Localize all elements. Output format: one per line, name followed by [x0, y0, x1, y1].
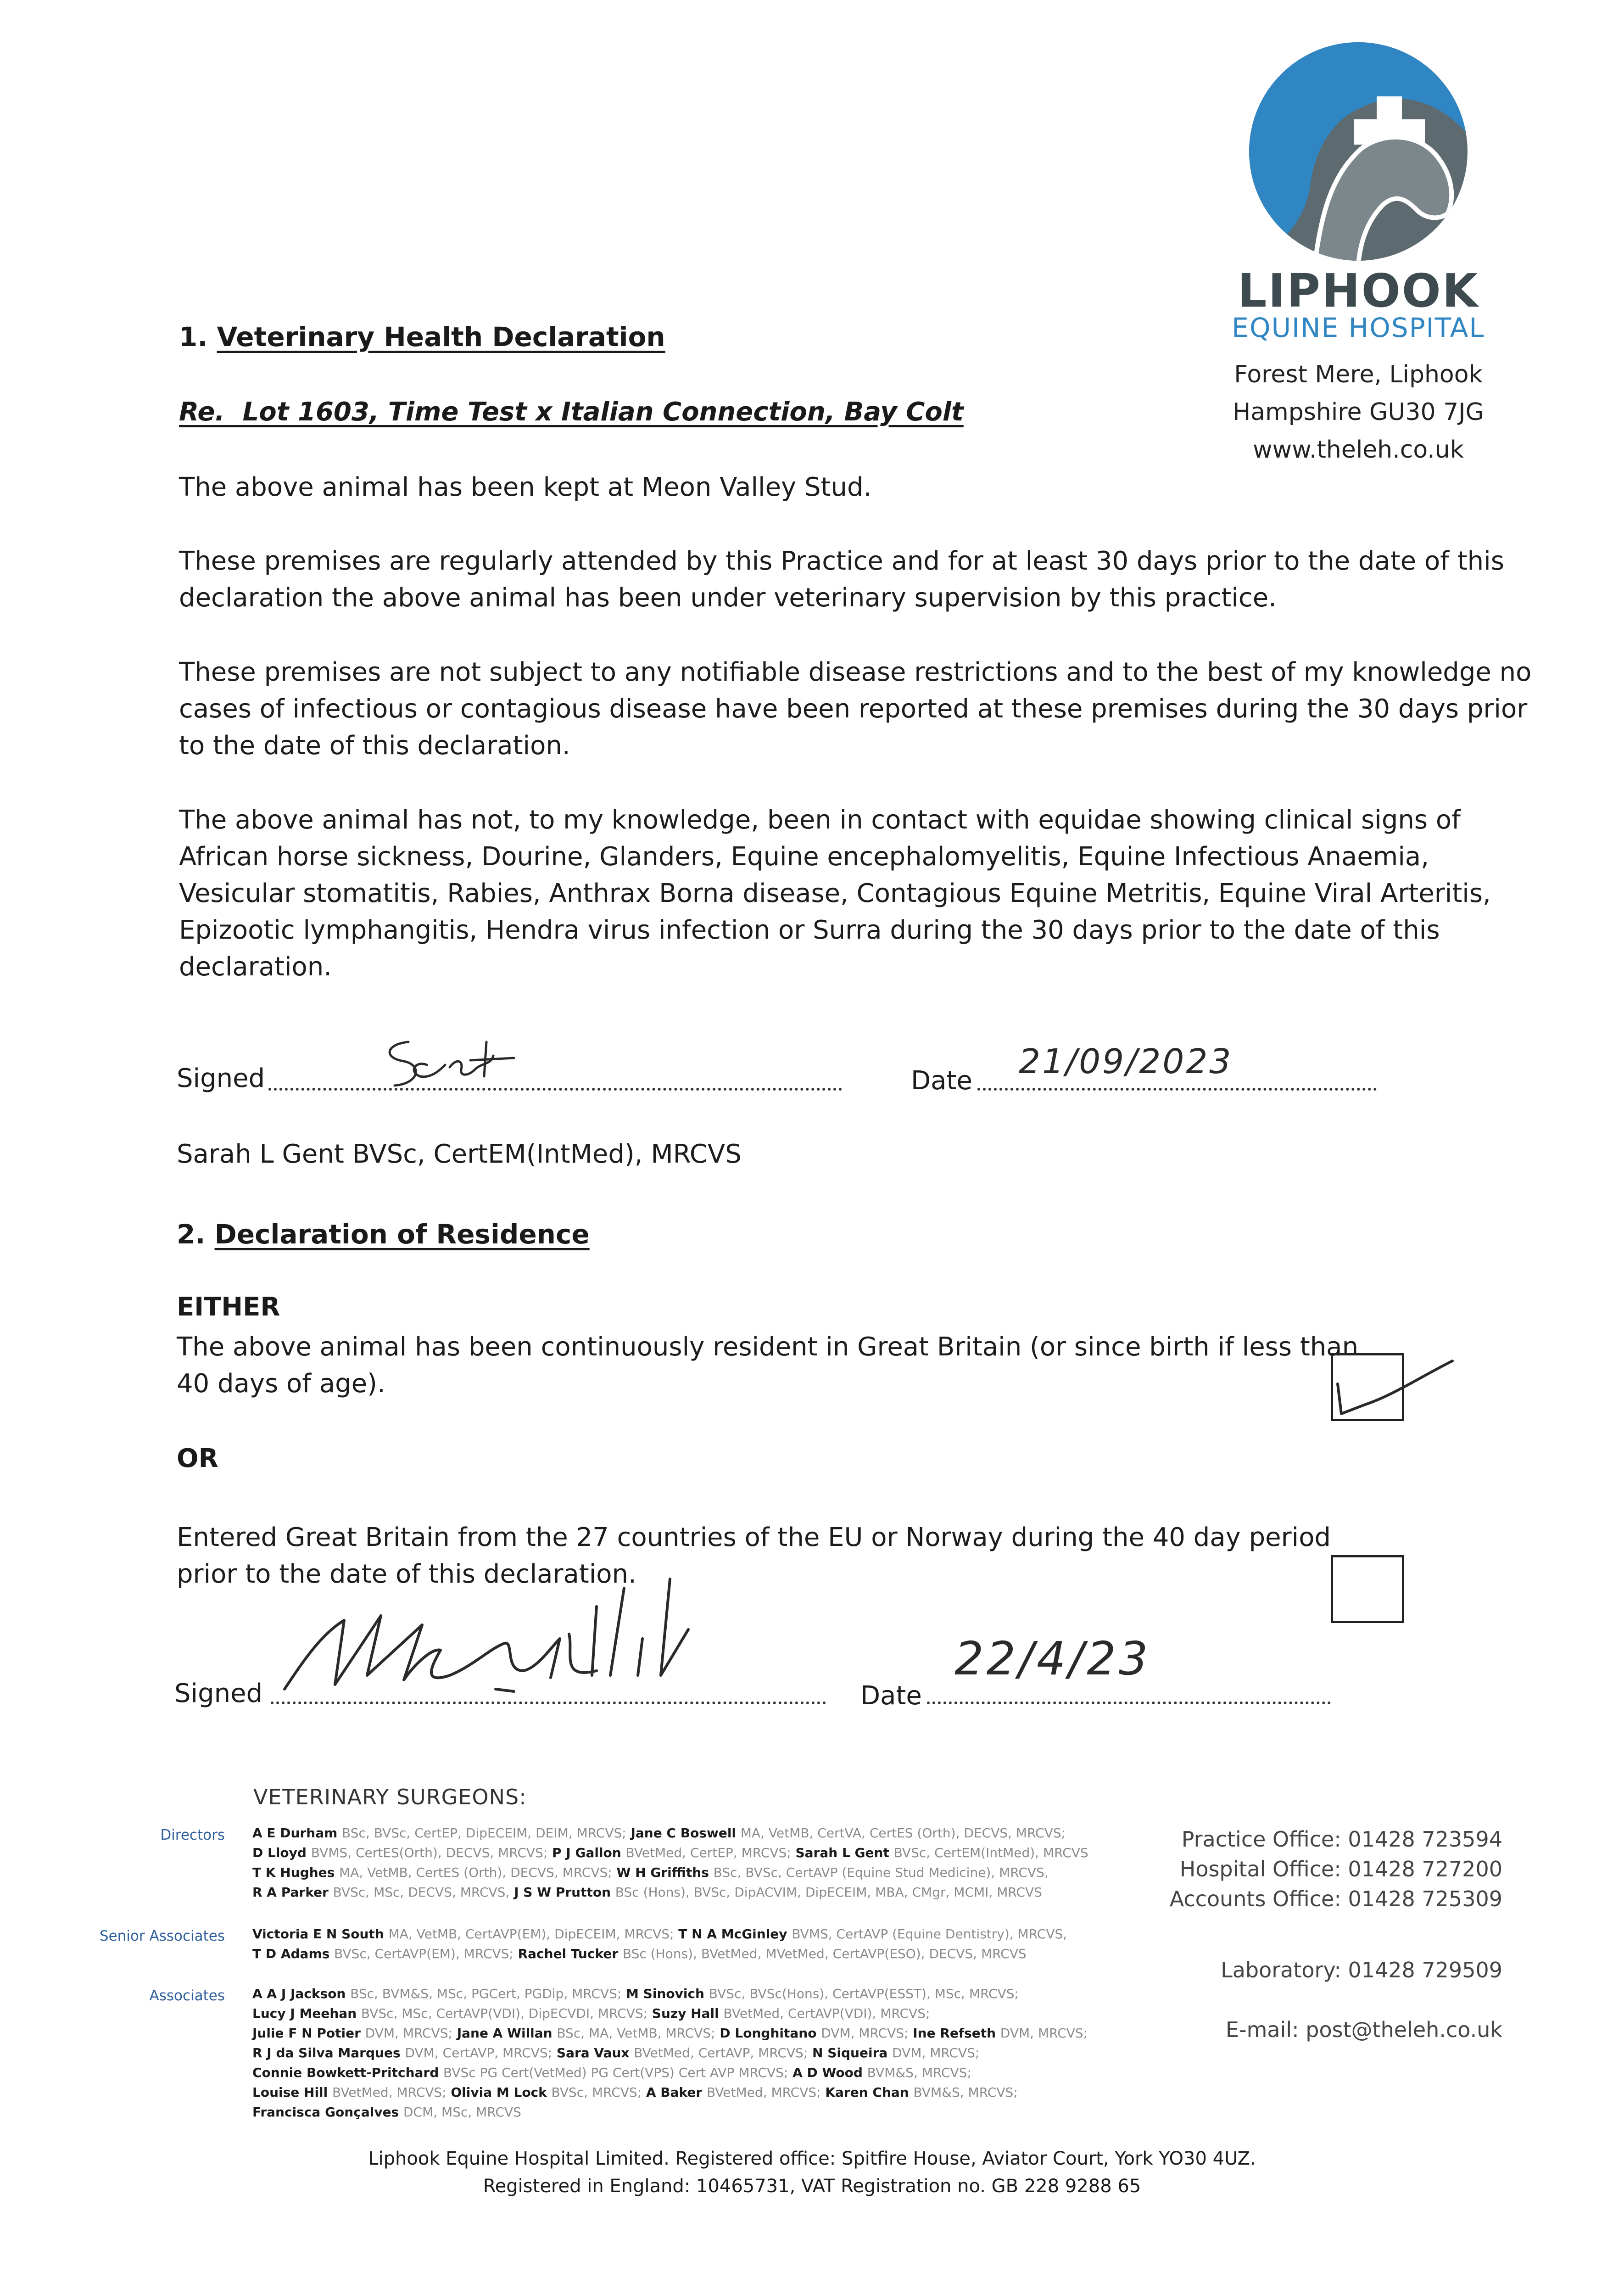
staff-qualifications: BVSc, MSc, DECVS, MRCVS,	[333, 1885, 510, 1900]
text-line: Vesicular stomatitis, Rabies, Anthrax Borna disease, Contagious Equine Metritis, Equine Viral Arteritis,	[179, 879, 1491, 908]
staff-qualifications: DVM, MRCVS;	[365, 2026, 452, 2041]
staff-qualifications: DVM, CertAVP, MRCVS;	[405, 2045, 552, 2060]
staff-name: Connie Bowkett-Pritchard	[252, 2065, 444, 2080]
staff-qualifications: BVetMed, CertAVP, MRCVS;	[634, 2045, 808, 2060]
staff-name: D Lloyd	[252, 1845, 311, 1860]
accounts-office-phone: Accounts Office: 01428 725309	[1169, 1886, 1502, 1911]
text-line: Epizootic lymphangitis, Hendra virus infection or Surra during the 30 days prior to the date of this	[179, 915, 1440, 945]
staff-qualifications: BVetMed, MRCVS;	[332, 2085, 446, 2100]
staff-line	[252, 2063, 1179, 2082]
text-line: The above animal has been continuously resident in Great Britain (or since birth if less than	[177, 1332, 1359, 1362]
staff-qualifications: DVM, MRCVS;	[821, 2026, 909, 2041]
staff-name: Rachel Tucker	[513, 1946, 623, 1961]
staff-qualifications: BVSc, MSc, CertAVP(VDI), DipECVDI, MRCVS;	[361, 2006, 648, 2021]
company-registration: Registered in England: 10465731, VAT Registration no. GB 228 9288 65	[483, 2176, 1141, 2197]
staff-qualifications: MA, VetMB, CertAVP(EM), DipECEIM, MRCVS;	[388, 1926, 674, 1942]
attendance-paragraph	[179, 543, 1504, 616]
staff-name: Francisca Gonçalves	[252, 2105, 403, 2120]
staff-name: Jane C Boswell	[626, 1825, 741, 1841]
staff-qualifications: BVetMed, CertEP, MRCVS;	[625, 1845, 791, 1860]
signatory-name: Sarah L Gent BVSc, CertEM(IntMed), MRCVS	[177, 1139, 742, 1169]
premises-paragraph	[179, 654, 1531, 764]
staff-qualifications: BSc (Hons), BVetMed, MVetMed, CertAVP(ESO), DECVS, MRCVS	[622, 1946, 1027, 1961]
staff-line	[252, 1984, 1179, 2004]
date-value: 21/09/2023	[1019, 1042, 1233, 1081]
senior-associates-label: Senior Associates	[99, 1928, 225, 1944]
staff-name: A A J Jackson	[252, 1986, 351, 2001]
text-line: 40 days of age).	[177, 1369, 385, 1399]
staff-name: Jane A Willan	[452, 2026, 557, 2041]
staff-name: A Baker	[642, 2085, 707, 2100]
brand-subtitle: EQUINE HOSPITAL	[1232, 312, 1485, 343]
date-label: Date	[860, 1681, 922, 1711]
section-number: 1.	[179, 321, 208, 353]
directors-list	[252, 1823, 1179, 1902]
vet-signature	[376, 1033, 541, 1097]
option-2-checkbox[interactable]	[1331, 1555, 1404, 1623]
staff-name: D Longhitano	[715, 2026, 821, 2041]
checkmark-icon	[1328, 1352, 1457, 1430]
date-line	[977, 1088, 1377, 1091]
staff-qualifications: BVSc, BVSc(Hons), CertAVP(ESST), MSc, MRCVS;	[709, 1986, 1019, 2001]
section-1-heading	[179, 321, 665, 353]
associates-list	[252, 1984, 1179, 2122]
directors-label: Directors	[160, 1827, 225, 1843]
staff-name: T K Hughes	[252, 1865, 340, 1880]
staff-qualifications: BVSc, MRCVS;	[551, 2085, 642, 2100]
signed-label: Signed	[177, 1064, 265, 1093]
staff-line	[252, 1924, 1179, 1944]
staff-qualifications: BVM&S, MRCVS;	[867, 2065, 971, 2080]
text-line: declaration.	[179, 952, 332, 982]
staff-line	[252, 1823, 1179, 1843]
staff-name: M Sinovich	[621, 1986, 709, 2001]
text-line: These premises are regularly attended by this Practice and for at least 30 days prior to the date of this	[179, 546, 1504, 576]
kept-at-paragraph: The above animal has been kept at Meon Valley Stud.	[179, 472, 872, 502]
date-label: Date	[911, 1066, 972, 1096]
text-line: prior to the date of this declaration.	[177, 1559, 636, 1589]
staff-qualifications: BVetMed, CertAVP(VDI), MRCVS;	[723, 2006, 930, 2021]
staff-qualifications: BSc, BVSc, CertAVP (Equine Stud Medicine), MRCVS,	[713, 1865, 1049, 1880]
staff-qualifications: BVMS, CertES(Orth), DECVS, MRCVS;	[311, 1845, 548, 1860]
text-line: Entered Great Britain from the 27 countries of the EU or Norway during the 40 day period	[177, 1523, 1331, 1552]
text-line: declaration the above animal has been under veterinary supervision by this practice.	[179, 583, 1277, 613]
text-line: The above animal has not, to my knowledge, been in contact with equidae showing clinical signs of	[179, 805, 1461, 835]
staff-qualifications: BVM&S, MRCVS;	[913, 2085, 1018, 2100]
owner-signature	[275, 1570, 743, 1707]
associates-label: Associates	[149, 1987, 225, 2004]
staff-qualifications: MA, VetMB, CertVA, CertES (Orth), DECVS, MRCVS;	[740, 1825, 1066, 1841]
staff-line	[252, 2102, 1179, 2122]
staff-qualifications: BSc, MA, VetMB, MRCVS;	[557, 2026, 715, 2041]
address-line: Hampshire GU30 7JG	[1233, 398, 1484, 426]
hospital-office-phone: Hospital Office: 01428 727200	[1179, 1857, 1502, 1881]
staff-name: A E Durham	[252, 1825, 342, 1841]
date-value: 22/4/23	[954, 1632, 1151, 1685]
staff-qualifications: BVSc PG Cert(VetMed) PG Cert(VPS) Cert AVP MRCVS;	[443, 2065, 788, 2080]
staff-qualifications: DVM, MRCVS;	[1000, 2026, 1088, 2041]
horse-cross-logo-icon	[1246, 39, 1471, 264]
email-contact: E-mail: post@theleh.co.uk	[1225, 2017, 1502, 2042]
or-label: OR	[177, 1444, 218, 1473]
staff-line	[252, 1944, 1179, 1964]
staff-name: A D Wood	[788, 2065, 867, 2080]
staff-qualifications: BVetMed, MRCVS;	[706, 2085, 821, 2100]
lot-reference: Re. Lot 1603, Time Test x Italian Connection, Bay Colt	[179, 397, 964, 427]
staff-name: Julie F N Potier	[252, 2026, 365, 2041]
staff-name: R A Parker	[252, 1885, 333, 1900]
liphook-logo	[1246, 39, 1471, 264]
staff-name: Lucy J Meehan	[252, 2006, 361, 2021]
veterinary-surgeons-title: VETERINARY SURGEONS:	[253, 1785, 527, 1809]
staff-line	[252, 2043, 1179, 2063]
staff-name: Karen Chan	[820, 2085, 914, 2100]
staff-line	[252, 1863, 1179, 1882]
staff-name: T D Adams	[252, 1946, 335, 1961]
staff-name: T N A McGinley	[674, 1926, 792, 1942]
staff-name: P J Gallon	[547, 1845, 626, 1860]
address-line: Forest Mere, Liphook	[1234, 361, 1483, 388]
residence-option-1	[177, 1329, 1358, 1402]
staff-qualifications: DCM, MSc, MRCVS	[403, 2105, 521, 2120]
text-line: African horse sickness, Dourine, Glanders, Equine encephalomyelitis, Equine Infectious Anaemia,	[179, 842, 1429, 872]
staff-name: R J da Silva Marques	[252, 2045, 405, 2060]
staff-qualifications: BSc, BVM&S, MSc, PGCert, PGDip, MRCVS;	[350, 1986, 622, 2001]
staff-qualifications: BVSc, CertEM(IntMed), MRCVS	[893, 1845, 1088, 1860]
contact-paragraph	[179, 802, 1491, 985]
staff-qualifications: BSc (Hons), BVSc, DipACVIM, DipECEIM, MBA, CMgr, MCMI, MRCVS	[615, 1885, 1042, 1900]
text-line: cases of infectious or contagious disease have been reported at these premises during the 30 days prior	[179, 694, 1528, 724]
staff-name: Suzy Hall	[647, 2006, 724, 2021]
staff-name: Ine Refseth	[908, 2026, 1000, 2041]
staff-line	[252, 1843, 1179, 1863]
either-label: EITHER	[177, 1292, 280, 1322]
brand-name: LIPHOOK	[1237, 264, 1479, 318]
date-line	[927, 1702, 1331, 1704]
section-number: 2.	[177, 1219, 206, 1250]
staff-name: Sara Vaux	[552, 2045, 634, 2060]
text-line: to the date of this declaration.	[179, 731, 570, 761]
hospital-address	[1211, 356, 1505, 469]
staff-name: Sarah L Gent	[791, 1845, 894, 1860]
staff-qualifications: BSc, BVSc, CertEP, DipECEIM, DEIM, MRCVS;	[342, 1825, 626, 1841]
signed-label: Signed	[174, 1679, 263, 1708]
section-2-heading	[177, 1219, 590, 1250]
signature-line	[268, 1088, 842, 1091]
section-title: Declaration of Residence	[214, 1219, 590, 1250]
staff-line	[252, 2004, 1179, 2023]
staff-qualifications: MA, VetMB, CertES (Orth), DECVS, MRCVS;	[339, 1865, 612, 1880]
staff-name: Victoria E N South	[252, 1926, 389, 1942]
staff-name: Louise Hill	[252, 2085, 332, 2100]
staff-qualifications: BVSc, CertAVP(EM), MRCVS;	[334, 1946, 513, 1961]
staff-name: Olivia M Lock	[446, 2085, 552, 2100]
staff-qualifications: DVM, MRCVS;	[892, 2045, 980, 2060]
staff-qualifications: BVMS, CertAVP (Equine Dentistry), MRCVS,	[792, 1926, 1067, 1942]
registered-office: Liphook Equine Hospital Limited. Registered office: Spitfire House, Aviator Court, York YO30 4UZ.	[368, 2148, 1256, 2169]
staff-line	[252, 2023, 1179, 2043]
senior-associates-list	[252, 1924, 1179, 1964]
section-title: Veterinary Health Declaration	[217, 321, 665, 353]
staff-name: J S W Prutton	[509, 1885, 615, 1900]
staff-name: W H Griffiths	[612, 1865, 714, 1880]
staff-name: N Siqueira	[808, 2045, 893, 2060]
staff-line	[252, 1882, 1179, 1902]
laboratory-phone: Laboratory: 01428 729509	[1221, 1958, 1502, 1982]
practice-office-phone: Practice Office: 01428 723594	[1181, 1827, 1502, 1852]
staff-line	[252, 2082, 1179, 2102]
text-line: These premises are not subject to any notifiable disease restrictions and to the best of my knowledge no	[179, 657, 1532, 687]
address-line: www.theleh.co.uk	[1253, 436, 1464, 464]
